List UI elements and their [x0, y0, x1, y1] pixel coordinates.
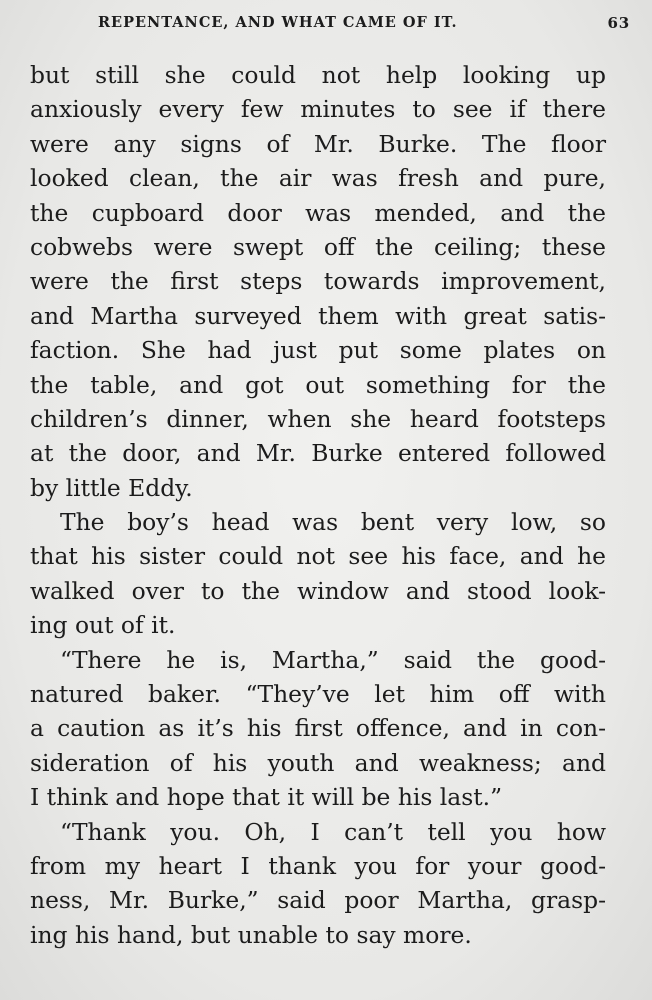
text-line: walked over to the window and stood look- [30, 576, 606, 605]
text-line: children’s dinner, when she heard footsteps [30, 404, 606, 433]
text-line: the table, and got out something for the [30, 370, 606, 399]
text-line: but still she could not help looking up [30, 61, 606, 89]
text-line: at the door, and Mr. Burke entered followed [30, 439, 606, 468]
text-line: that his sister could not see his face, and he [30, 542, 606, 571]
running-head: REPENTANCE, AND WHAT CAME OF IT. [98, 14, 458, 31]
text-line: cobwebs were swept off the ceiling; these [30, 232, 606, 261]
text-line: by little Eddy. [30, 473, 193, 502]
page-number: 63 [607, 14, 630, 32]
text-line: ness, Mr. Burke,” said poor Martha, grasp- [30, 886, 606, 915]
text-line: “There he is, Martha,” said the good- [60, 645, 606, 674]
text-line: looked clean, the air was fresh and pure, [30, 164, 606, 193]
text-line: ing his hand, but unable to say more. [30, 920, 472, 949]
text-line: a caution as it’s his first offence, and in con- [30, 714, 606, 743]
text-line: were the first steps towards improvement, [30, 267, 606, 296]
text-line: from my heart I thank you for your good- [30, 851, 606, 880]
text-line: the cupboard door was mended, and the [30, 198, 606, 227]
text-line: anxiously every few minutes to see if there [30, 95, 606, 124]
text-line: “Thank you. Oh, I can’t tell you how [60, 817, 606, 846]
text-line: ing out of it. [30, 611, 176, 640]
text-line: I think and hope that it will be his last.” [30, 783, 503, 812]
text-line: natured baker. “They’ve let him off with [30, 680, 606, 709]
text-line: The boy’s head was bent very low, so [60, 508, 606, 537]
text-line: were any signs of Mr. Burke. The floor [30, 129, 606, 158]
page-header [98, 14, 630, 44]
body-text [30, 58, 606, 952]
text-line: sideration of his youth and weakness; and [30, 748, 606, 777]
text-line: and Martha surveyed them with great satis- [30, 301, 606, 330]
text-line: faction. She had just put some plates on [30, 336, 606, 365]
